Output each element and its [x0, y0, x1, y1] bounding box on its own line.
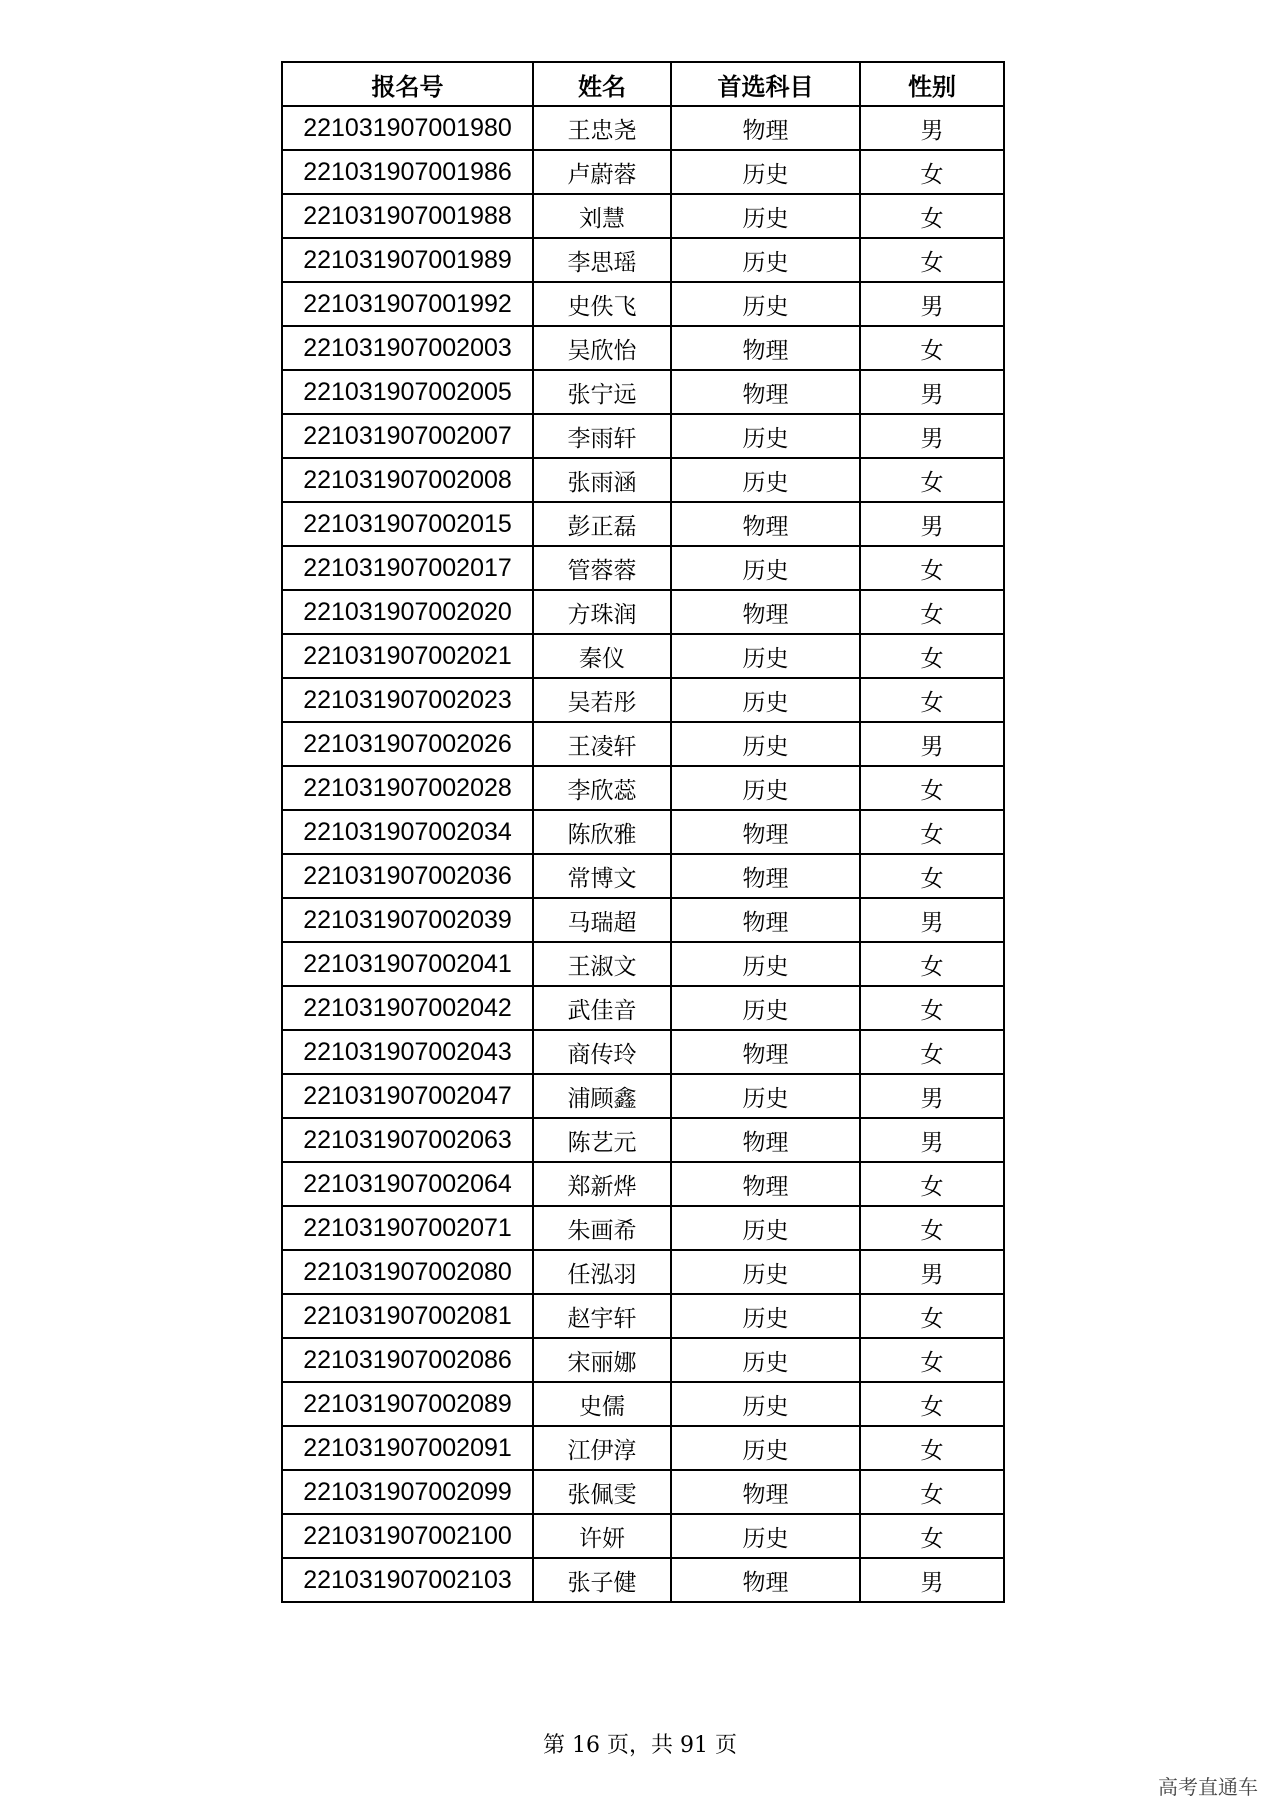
cell-name: 史儒	[533, 1382, 671, 1426]
cell-primary-subject: 历史	[671, 678, 860, 722]
cell-primary-subject: 历史	[671, 150, 860, 194]
cell-registration-number: 221031907002100	[282, 1514, 533, 1558]
cell-registration-number: 221031907002091	[282, 1426, 533, 1470]
table-row	[282, 414, 1004, 458]
cell-name: 卢蔚蓉	[533, 150, 671, 194]
table-row	[282, 1382, 1004, 1426]
table-row	[282, 106, 1004, 150]
table-row	[282, 1294, 1004, 1338]
cell-gender: 女	[860, 1294, 1004, 1338]
cell-gender: 女	[860, 590, 1004, 634]
cell-gender: 女	[860, 1338, 1004, 1382]
cell-gender: 女	[860, 634, 1004, 678]
cell-gender: 女	[860, 766, 1004, 810]
cell-registration-number: 221031907001988	[282, 194, 533, 238]
cell-primary-subject: 历史	[671, 194, 860, 238]
cell-primary-subject: 物理	[671, 898, 860, 942]
cell-registration-number: 221031907002042	[282, 986, 533, 1030]
table-row	[282, 238, 1004, 282]
cell-primary-subject: 物理	[671, 502, 860, 546]
cell-primary-subject: 物理	[671, 810, 860, 854]
cell-primary-subject: 物理	[671, 854, 860, 898]
cell-name: 李雨轩	[533, 414, 671, 458]
cell-name: 史佚飞	[533, 282, 671, 326]
cell-gender: 女	[860, 150, 1004, 194]
table-row	[282, 1558, 1004, 1602]
cell-name: 马瑞超	[533, 898, 671, 942]
cell-primary-subject: 历史	[671, 722, 860, 766]
cell-primary-subject: 历史	[671, 1250, 860, 1294]
table-row	[282, 634, 1004, 678]
cell-registration-number: 221031907002071	[282, 1206, 533, 1250]
cell-primary-subject: 历史	[671, 1294, 860, 1338]
cell-name: 江伊淳	[533, 1426, 671, 1470]
table-row	[282, 326, 1004, 370]
table-row	[282, 1426, 1004, 1470]
cell-registration-number: 221031907002064	[282, 1162, 533, 1206]
cell-gender: 女	[860, 1514, 1004, 1558]
table-row	[282, 458, 1004, 502]
header-gender: 性别	[860, 62, 1004, 106]
cell-name: 张佩雯	[533, 1470, 671, 1514]
cell-primary-subject: 历史	[671, 942, 860, 986]
cell-registration-number: 221031907002089	[282, 1382, 533, 1426]
cell-gender: 女	[860, 1470, 1004, 1514]
cell-registration-number: 221031907002086	[282, 1338, 533, 1382]
cell-registration-number: 221031907002020	[282, 590, 533, 634]
cell-name: 张宁远	[533, 370, 671, 414]
cell-registration-number: 221031907002017	[282, 546, 533, 590]
table-row	[282, 590, 1004, 634]
cell-registration-number: 221031907001980	[282, 106, 533, 150]
table-row	[282, 678, 1004, 722]
cell-registration-number: 221031907002007	[282, 414, 533, 458]
cell-name: 陈艺元	[533, 1118, 671, 1162]
cell-name: 吴若彤	[533, 678, 671, 722]
cell-gender: 女	[860, 546, 1004, 590]
cell-primary-subject: 历史	[671, 1426, 860, 1470]
table-row	[282, 282, 1004, 326]
cell-gender: 女	[860, 810, 1004, 854]
cell-registration-number: 221031907002047	[282, 1074, 533, 1118]
cell-registration-number: 221031907001989	[282, 238, 533, 282]
cell-gender: 男	[860, 282, 1004, 326]
cell-name: 王凌轩	[533, 722, 671, 766]
cell-registration-number: 221031907002008	[282, 458, 533, 502]
table-row	[282, 1162, 1004, 1206]
table-row	[282, 1338, 1004, 1382]
cell-registration-number: 221031907001992	[282, 282, 533, 326]
cell-name: 商传玲	[533, 1030, 671, 1074]
cell-registration-number: 221031907002015	[282, 502, 533, 546]
table-row	[282, 1118, 1004, 1162]
cell-registration-number: 221031907002080	[282, 1250, 533, 1294]
cell-name: 吴欣怡	[533, 326, 671, 370]
cell-registration-number: 221031907002036	[282, 854, 533, 898]
cell-name: 李思瑶	[533, 238, 671, 282]
cell-gender: 女	[860, 854, 1004, 898]
cell-registration-number: 221031907002103	[282, 1558, 533, 1602]
cell-gender: 女	[860, 1206, 1004, 1250]
cell-gender: 男	[860, 1558, 1004, 1602]
cell-primary-subject: 历史	[671, 1206, 860, 1250]
table-row	[282, 854, 1004, 898]
cell-primary-subject: 物理	[671, 326, 860, 370]
cell-primary-subject: 历史	[671, 414, 860, 458]
cell-registration-number: 221031907002099	[282, 1470, 533, 1514]
cell-name: 朱画希	[533, 1206, 671, 1250]
cell-primary-subject: 历史	[671, 1382, 860, 1426]
cell-gender: 男	[860, 722, 1004, 766]
cell-gender: 女	[860, 1162, 1004, 1206]
cell-registration-number: 221031907002034	[282, 810, 533, 854]
table-row	[282, 986, 1004, 1030]
cell-registration-number: 221031907002063	[282, 1118, 533, 1162]
table-body	[282, 106, 1004, 1602]
cell-gender: 女	[860, 678, 1004, 722]
cell-name: 宋丽娜	[533, 1338, 671, 1382]
table-row	[282, 502, 1004, 546]
table-row	[282, 1074, 1004, 1118]
cell-gender: 男	[860, 1074, 1004, 1118]
cell-name: 郑新烨	[533, 1162, 671, 1206]
cell-name: 武佳音	[533, 986, 671, 1030]
cell-primary-subject: 历史	[671, 238, 860, 282]
cell-gender: 女	[860, 238, 1004, 282]
cell-registration-number: 221031907002026	[282, 722, 533, 766]
table-row	[282, 1030, 1004, 1074]
table-row	[282, 150, 1004, 194]
cell-name: 张雨涵	[533, 458, 671, 502]
cell-registration-number: 221031907002003	[282, 326, 533, 370]
cell-gender: 男	[860, 106, 1004, 150]
table-row	[282, 942, 1004, 986]
cell-primary-subject: 物理	[671, 590, 860, 634]
cell-name: 王忠尧	[533, 106, 671, 150]
table-row	[282, 1206, 1004, 1250]
cell-gender: 女	[860, 458, 1004, 502]
table-row	[282, 370, 1004, 414]
cell-primary-subject: 物理	[671, 1118, 860, 1162]
cell-name: 王淑文	[533, 942, 671, 986]
cell-gender: 男	[860, 1250, 1004, 1294]
table-row	[282, 766, 1004, 810]
cell-gender: 男	[860, 370, 1004, 414]
cell-primary-subject: 物理	[671, 370, 860, 414]
watermark-text: 高考直通车	[1158, 1775, 1258, 1799]
table-row	[282, 898, 1004, 942]
cell-primary-subject: 物理	[671, 1470, 860, 1514]
cell-registration-number: 221031907002028	[282, 766, 533, 810]
cell-registration-number: 221031907001986	[282, 150, 533, 194]
cell-primary-subject: 物理	[671, 1030, 860, 1074]
cell-name: 张子健	[533, 1558, 671, 1602]
cell-primary-subject: 历史	[671, 282, 860, 326]
cell-registration-number: 221031907002081	[282, 1294, 533, 1338]
cell-name: 浦顾鑫	[533, 1074, 671, 1118]
cell-primary-subject: 历史	[671, 1338, 860, 1382]
table-row	[282, 1250, 1004, 1294]
cell-registration-number: 221031907002021	[282, 634, 533, 678]
cell-name: 陈欣雅	[533, 810, 671, 854]
cell-registration-number: 221031907002023	[282, 678, 533, 722]
cell-registration-number: 221031907002041	[282, 942, 533, 986]
cell-primary-subject: 历史	[671, 1514, 860, 1558]
table-header-row	[282, 62, 1004, 106]
cell-primary-subject: 历史	[671, 766, 860, 810]
header-name: 姓名	[533, 62, 671, 106]
cell-gender: 女	[860, 1030, 1004, 1074]
cell-primary-subject: 物理	[671, 1558, 860, 1602]
table-row	[282, 194, 1004, 238]
table-row	[282, 722, 1004, 766]
cell-name: 彭正磊	[533, 502, 671, 546]
cell-name: 常博文	[533, 854, 671, 898]
cell-gender: 女	[860, 1382, 1004, 1426]
cell-gender: 女	[860, 326, 1004, 370]
cell-gender: 男	[860, 1118, 1004, 1162]
cell-name: 李欣蕊	[533, 766, 671, 810]
cell-primary-subject: 历史	[671, 1074, 860, 1118]
table-row	[282, 546, 1004, 590]
cell-gender: 女	[860, 986, 1004, 1030]
cell-name: 刘慧	[533, 194, 671, 238]
student-list-table	[281, 61, 1005, 1603]
table-row	[282, 1514, 1004, 1558]
header-primary-subject: 首选科目	[671, 62, 860, 106]
cell-registration-number: 221031907002039	[282, 898, 533, 942]
cell-name: 管蓉蓉	[533, 546, 671, 590]
cell-gender: 男	[860, 414, 1004, 458]
cell-gender: 女	[860, 942, 1004, 986]
cell-primary-subject: 物理	[671, 1162, 860, 1206]
cell-registration-number: 221031907002005	[282, 370, 533, 414]
cell-name: 方珠润	[533, 590, 671, 634]
cell-primary-subject: 历史	[671, 986, 860, 1030]
cell-name: 任泓羽	[533, 1250, 671, 1294]
cell-gender: 女	[860, 194, 1004, 238]
cell-primary-subject: 历史	[671, 634, 860, 678]
header-registration-number: 报名号	[282, 62, 533, 106]
cell-name: 赵宇轩	[533, 1294, 671, 1338]
cell-gender: 女	[860, 1426, 1004, 1470]
table-row	[282, 1470, 1004, 1514]
page-number: 第 16 页，共 91 页	[543, 1733, 737, 1758]
cell-primary-subject: 历史	[671, 546, 860, 590]
cell-primary-subject: 历史	[671, 458, 860, 502]
cell-primary-subject: 物理	[671, 106, 860, 150]
cell-name: 秦仪	[533, 634, 671, 678]
cell-registration-number: 221031907002043	[282, 1030, 533, 1074]
cell-gender: 男	[860, 502, 1004, 546]
table-row	[282, 810, 1004, 854]
cell-gender: 男	[860, 898, 1004, 942]
cell-name: 许妍	[533, 1514, 671, 1558]
